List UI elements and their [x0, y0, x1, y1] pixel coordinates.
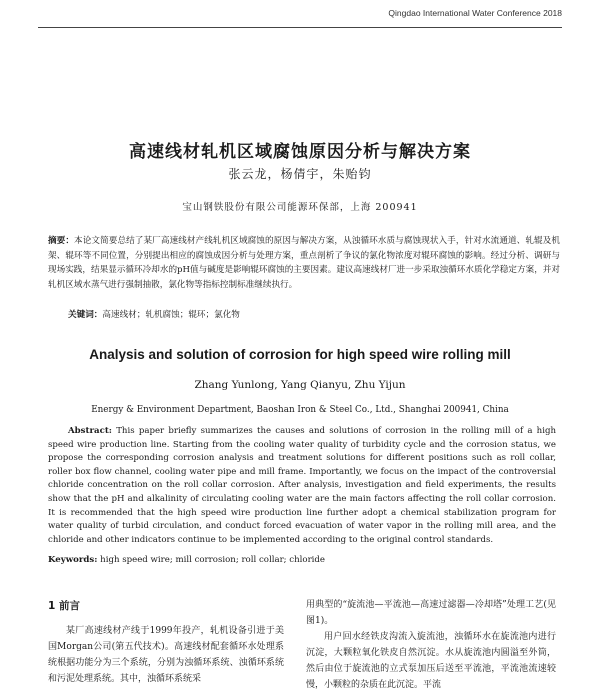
- header-divider: [38, 27, 562, 28]
- abstract-chinese: [48, 234, 560, 292]
- abstract-label-english: Abstract:: [68, 426, 112, 436]
- keywords-text-chinese: 高速线材；轧机腐蚀；辊环；氯化物: [102, 310, 240, 320]
- paper-title-english: Analysis and solution of corrosion for high speed wire rolling mill: [89, 347, 511, 362]
- paper-title-chinese: 高速线材轧机区域腐蚀原因分析与解决方案: [129, 142, 471, 162]
- abstract-text-chinese: 本论文简要总结了某厂高速线材产线轧机区域腐蚀的原因与解决方案，从浊循环水质与腐蚀现状入手，针对水流通道、轧辊及机架、辊环等不同位置，分别提出相应的腐蚀成因分析与处理方案，重点剖析了争议的氯化物浓度对辊环腐蚀的影响。经过分析、调研与现场实践，结果显示循环冷却水的pH值与碱度是影响辊环腐蚀的主要因素。建议高速线材厂进一步采取浊循环水质化学稳定方案，并对轧机区域水蒸气进行强制抽散，氯化物等指标控制标准继续执行。: [48, 236, 560, 290]
- body-paragraph: 用户回水经铁皮沟流入旋流池，浊循环水在旋流池内进行沉淀，大颗粒氧化铁皮自然沉淀。水从旋流池内圆溢至外筒，然后由位于旋流池的立式泵加压后送至平流池，平流池流速较慢，小颗粒的杂质在此沉淀。平流: [306, 632, 556, 690]
- abstract-english: [48, 425, 556, 547]
- authors-chinese: 张云龙，杨倩宇，朱贻钧: [228, 167, 372, 181]
- body-column-left: 某厂高速线材产线于1999年投产，轧机设备引进于美国Morgan公司(第五代技术)。高速线材配套循环水处理系统根据功能分为三个系统，分别为浊循环系统、浊循环系统和污泥处理系统。其中，浊循环系统采: [48, 626, 284, 684]
- body-column-right: [306, 597, 556, 693]
- keywords-text-english: high speed wire; mill corrosion; roll collar; chloride: [100, 555, 326, 565]
- body-paragraph: 用典型的“旋流池—平流池—高速过滤器—冷却塔”处理工艺(见图1)。: [306, 600, 556, 626]
- keywords-english: [48, 555, 325, 565]
- affiliation-chinese: 宝山钢铁股份有限公司能源环保部，上海 200941: [182, 202, 418, 213]
- section-heading-introduction: 1 前言: [48, 600, 80, 612]
- keywords-chinese: [68, 308, 240, 320]
- abstract-text-english: This paper briefly summarizes the causes and solutions of corrosion in the rolling mill of a high speed wire production line. Starting from the cooling water quality of turbidity cycle and the corrosion status, we propose the corresponding corrosion analysis and treatment solutions for different positions such as roll collar, roller box flow channel, cooling water pipe and mill frame. Importantly, we focus on the impact of the controversial chloride concentration on the roll collar corrosion. After analysis, investigation and field experiments, the results show that the pH and alkalinity of circulating cooling water are the main factors affecting the roll collar corrosion. It is recommended that the high speed wire production line further adopt a chemical stabilization program for water quality of turbid circulation, and conduct forced evacuation of water vapor in the rolling mill area, and the chloride and other indicators continue to be implemented according to the original control standards.: [48, 426, 556, 545]
- keywords-label-chinese: 关键词：: [68, 310, 103, 320]
- authors-english: Zhang Yunlong, Yang Qianyu, Zhu Yijun: [194, 379, 406, 391]
- running-header: Qingdao International Water Conference 2018: [388, 8, 562, 18]
- affiliation-english: Energy & Environment Department, Baoshan Iron & Steel Co., Ltd., Shanghai 200941, China: [91, 405, 509, 415]
- abstract-label-chinese: 摘要：: [48, 236, 75, 246]
- keywords-label-english: Keywords:: [48, 555, 98, 565]
